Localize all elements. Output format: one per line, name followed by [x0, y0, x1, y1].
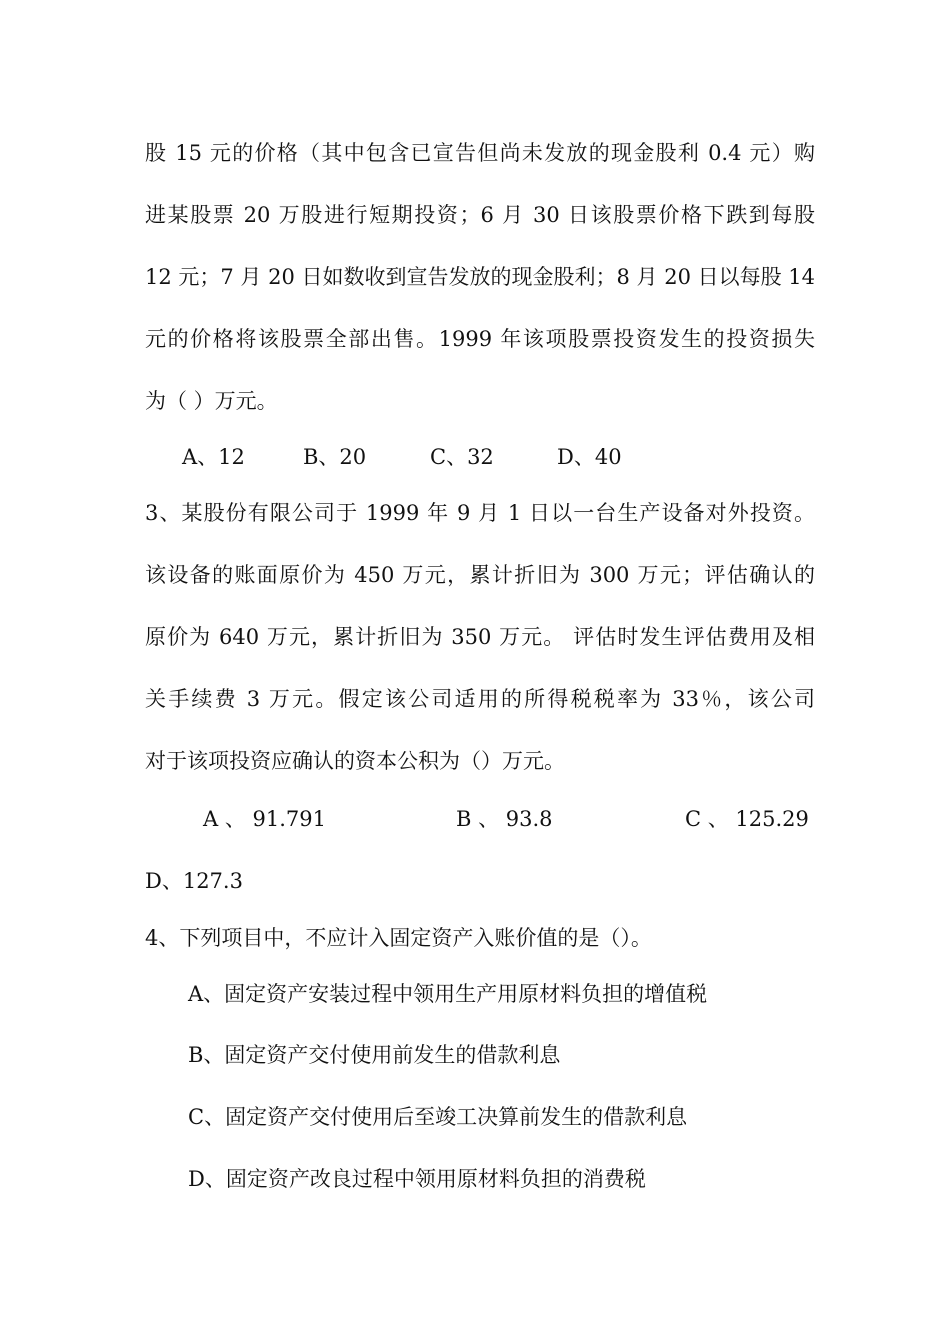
q2-options: [182, 443, 822, 471]
q2-line-1: 股 15 元的价格（其中包含已宣告但尚未发放的现金股利 0.4 元）购: [145, 141, 815, 165]
q3-line-2: 该设备的账面原价为 450 万元，累计折旧为 300 万元；评估确认的: [145, 563, 815, 587]
q2-line-3: 12 元；7 月 20 日如数收到宣告发放的现金股利；8 月 20 日以每股 14: [145, 265, 816, 289]
q4-option-c: C、固定资产交付使用后至竣工决算前发生的借款利息: [188, 1105, 688, 1129]
q3-option-a: A 、 91.791: [203, 807, 326, 831]
q2-line-4: 元的价格将该股票全部出售。1999 年该项股票投资发生的投资损失: [145, 327, 815, 351]
q3-line-4: 关手续费 3 万元。假定该公司适用的所得税税率为 33％，该公司: [145, 687, 815, 711]
q4-option-a: A、固定资产安装过程中领用生产用原材料负担的增值税: [188, 982, 708, 1006]
q3-options: [203, 805, 823, 833]
q2-line-2: 进某股票 20 万股进行短期投资；6 月 30 日该股票价格下跌到每股: [145, 203, 815, 227]
q2-option-c: C、32: [430, 445, 494, 469]
q3-option-b: B 、 93.8: [456, 807, 553, 831]
q3-line-1: 3、某股份有限公司于 1999 年 9 月 1 日以一台生产设备对外投资。: [145, 501, 815, 525]
q2-option-b: B、20: [303, 445, 367, 469]
q2-option-d: D、40: [557, 445, 622, 469]
q3-line-5: 对于该项投资应确认的资本公积为（）万元。: [145, 749, 565, 773]
q4-option-b: B、固定资产交付使用前发生的借款利息: [188, 1043, 561, 1067]
q3-option-d: D、127.3: [145, 869, 243, 893]
q4-stem: 4、下列项目中，不应计入固定资产入账价值的是（）。: [145, 926, 652, 950]
q4-option-d: D、固定资产改良过程中领用原材料负担的消费税: [188, 1167, 646, 1191]
q2-option-a: A、12: [182, 445, 245, 469]
q3-option-c: C 、 125.29: [685, 807, 809, 831]
q2-line-5: 为（ ）万元。: [145, 389, 278, 413]
q3-line-3: 原价为 640 万元，累计折旧为 350 万元。 评估时发生评估费用及相: [145, 625, 815, 649]
